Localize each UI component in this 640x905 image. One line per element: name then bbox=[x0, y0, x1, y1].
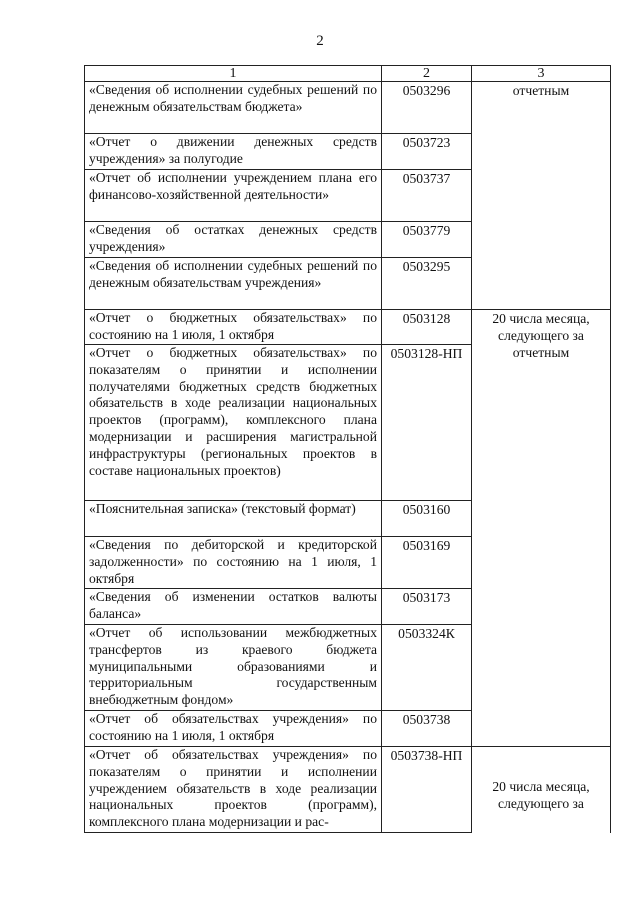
form-code: 0503324К bbox=[398, 626, 455, 641]
report-name: «Отчет об обязательствах учреждения» по показателям о принятии и исполнении учреждением обязательств в ходе реализации национальных проектов (программ), комплексного плана модернизации и рас- bbox=[89, 747, 377, 830]
report-name: «Отчет о движении денежных средств учреждения» за полугодие bbox=[89, 134, 377, 166]
report-name: «Отчет об использовании межбюджетных трансфертов из краевого бюджета муниципальными образованиями и территориальным государственным внебюджетным фондом» bbox=[89, 625, 377, 708]
report-name-cell bbox=[85, 501, 382, 537]
report-name: «Пояснительная записка» (текстовый формат) bbox=[89, 501, 356, 516]
table-row bbox=[85, 82, 611, 134]
form-code: 0503128 bbox=[402, 311, 451, 326]
form-code-cell bbox=[382, 258, 472, 310]
form-code-cell bbox=[382, 625, 472, 711]
deadline-text: 20 числа месяца, следующего за отчетным bbox=[492, 311, 590, 360]
form-code-cell bbox=[382, 134, 472, 170]
table-header-row bbox=[85, 66, 611, 82]
form-code: 0503737 bbox=[402, 171, 451, 186]
form-code-cell bbox=[382, 747, 472, 833]
report-name: «Отчет о бюджетных обязательствах» по состоянию на 1 июля, 1 октября bbox=[89, 310, 377, 342]
report-name: «Сведения об изменении остатков валюты баланса» bbox=[89, 589, 377, 621]
report-name-cell bbox=[85, 747, 382, 833]
report-table bbox=[84, 65, 611, 833]
report-name-cell bbox=[85, 258, 382, 310]
form-code: 0503295 bbox=[402, 259, 451, 274]
page-number: 2 bbox=[316, 33, 324, 49]
deadline-cell bbox=[472, 747, 611, 833]
report-name: «Сведения об исполнении судебных решений по денежным обязательствам учреждения» bbox=[89, 258, 377, 290]
table-row bbox=[85, 747, 611, 833]
deadline-text: 20 числа месяца, следующего за bbox=[492, 779, 590, 811]
report-name-cell bbox=[85, 170, 382, 222]
report-name: «Отчет о бюджетных обязательствах» по показателям о принятии и исполнении получателями бюджетных средств бюджетных обязательств в ходе реализации национальных проектов (программ), комплексного плана модернизации и расширения магистральной инфраструктуры (региональных проектов в составе национальных проектов) bbox=[89, 345, 377, 478]
report-name-cell bbox=[85, 625, 382, 711]
report-name: «Отчет об исполнении учреждением плана его финансово-хозяйственной деятельности» bbox=[89, 170, 377, 202]
form-code: 0503723 bbox=[402, 135, 451, 150]
report-name: «Отчет об обязательствах учреждения» по состоянию на 1 июля, 1 октября bbox=[89, 711, 377, 743]
deadline-text: отчетным bbox=[512, 83, 570, 98]
form-code: 0503128-НП bbox=[390, 346, 463, 361]
form-code-cell bbox=[382, 310, 472, 345]
form-code: 0503173 bbox=[402, 590, 451, 605]
report-name-cell bbox=[85, 589, 382, 625]
column-header-1: 1 bbox=[85, 66, 382, 82]
form-code-cell bbox=[382, 537, 472, 589]
form-code-cell bbox=[382, 82, 472, 134]
deadline-cell bbox=[472, 310, 611, 747]
form-code-cell bbox=[382, 711, 472, 747]
report-name-cell bbox=[85, 537, 382, 589]
form-code: 0503169 bbox=[402, 538, 451, 553]
table-row bbox=[85, 310, 611, 345]
form-code-cell bbox=[382, 589, 472, 625]
form-code: 0503779 bbox=[402, 223, 451, 238]
report-name-cell bbox=[85, 345, 382, 501]
report-name: «Сведения по дебиторской и кредиторской задолженности» по состоянию на 1 июля, 1 октября bbox=[89, 537, 377, 586]
report-name-cell bbox=[85, 134, 382, 170]
form-code: 0503160 bbox=[402, 502, 451, 517]
report-name: «Сведения об исполнении судебных решений по денежным обязательствам бюджета» bbox=[89, 82, 377, 114]
report-name-cell bbox=[85, 222, 382, 258]
form-code: 0503738-НП bbox=[390, 748, 463, 763]
form-code-cell bbox=[382, 501, 472, 537]
form-code-cell bbox=[382, 345, 472, 501]
report-name-cell bbox=[85, 310, 382, 345]
report-name-cell bbox=[85, 711, 382, 747]
form-code-cell bbox=[382, 222, 472, 258]
column-header-2: 2 bbox=[382, 66, 472, 82]
form-code: 0503738 bbox=[402, 712, 451, 727]
column-header-3: 3 bbox=[472, 66, 611, 82]
form-code: 0503296 bbox=[402, 83, 451, 98]
form-code-cell bbox=[382, 170, 472, 222]
report-name-cell bbox=[85, 82, 382, 134]
report-name: «Сведения об остатках денежных средств учреждения» bbox=[89, 222, 377, 254]
deadline-cell bbox=[472, 82, 611, 310]
